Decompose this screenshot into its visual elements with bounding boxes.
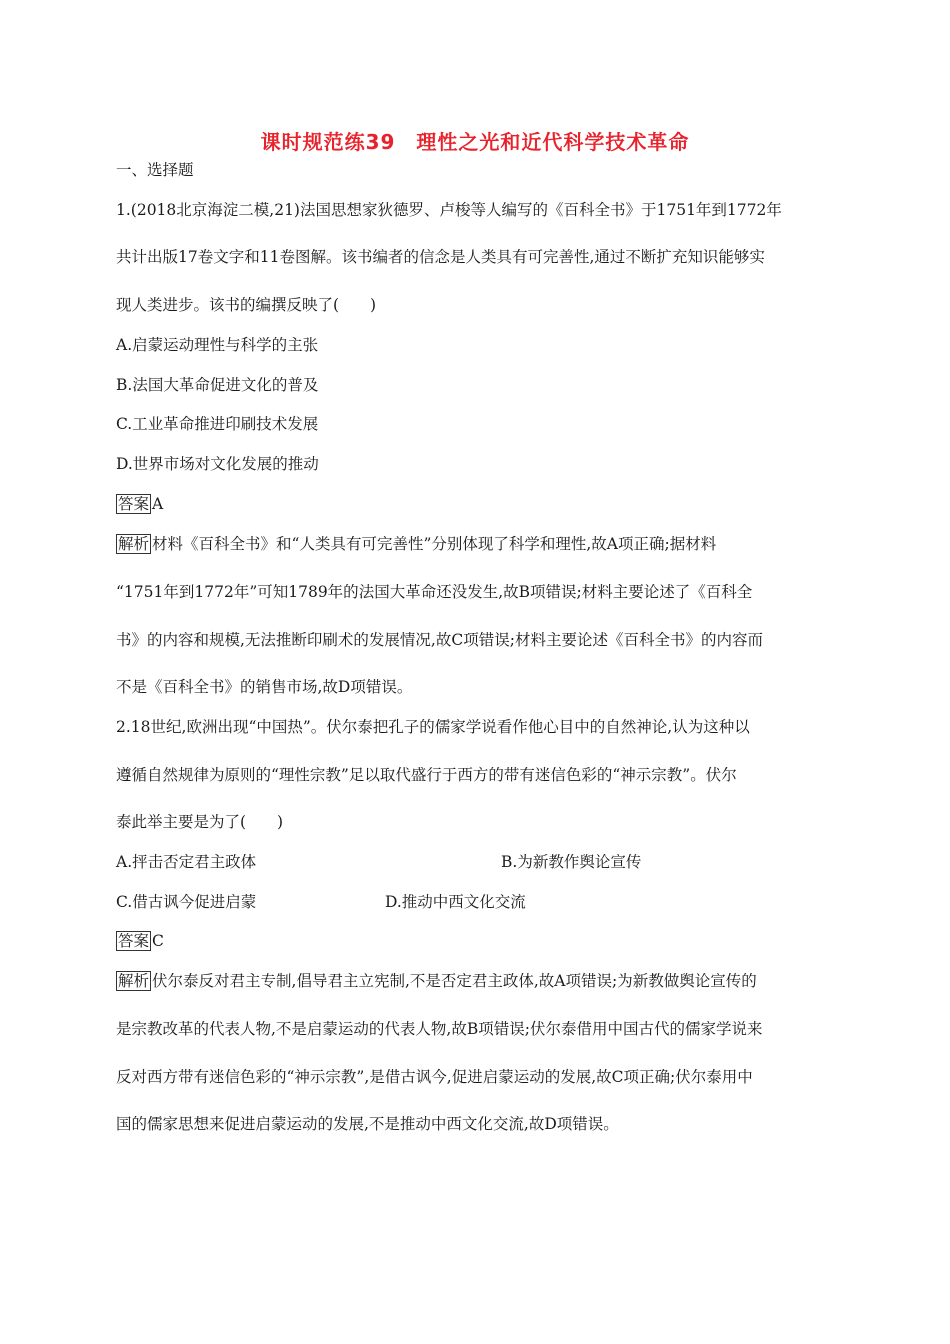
analysis-label-box: 解析 <box>118 535 150 553</box>
q1-analysis-text-1: 材料《百科全书》和“人类具有可完善性”分别体现了科学和理性,故A项正确;据材料 <box>152 535 717 553</box>
q1-option-c: C.工业革命推进印刷技术发展 <box>116 415 319 433</box>
q1-analysis-line-1 <box>116 534 716 554</box>
answer-label-box: 答案 <box>118 932 150 950</box>
q2-analysis-line-2: 是宗教改革的代表人物,不是启蒙运动的代表人物,故B项错误;伏尔泰借用中国古代的儒家学说来 <box>116 1020 763 1038</box>
q2-analysis-line-4: 国的儒家思想来促进启蒙运动的发展,不是推动中西文化交流,故D项错误。 <box>116 1115 619 1133</box>
q1-option-a: A.启蒙运动理性与科学的主张 <box>116 336 319 354</box>
page-title: 课时规范练39 理性之光和近代科学技术革命 <box>260 130 690 154</box>
q1-analysis-line-4: 不是《百科全书》的销售市场,故D项错误。 <box>116 678 413 696</box>
q1-stem-line-2: 共计出版17卷文字和11卷图解。该书编者的信念是人类具有可完善性,通过不断扩充知识能够实 <box>116 248 765 266</box>
q2-options-row-2 <box>116 892 816 912</box>
q1-option-b: B.法国大革命促进文化的普及 <box>116 376 319 394</box>
q1-stem-line-3: 现人类进步。该书的编撰反映了( ) <box>116 296 377 314</box>
q2-stem-line-3: 泰此举主要是为了( ) <box>116 813 284 831</box>
q2-options-row-1 <box>116 852 642 872</box>
q2-analysis-text-1: 伏尔泰反对君主专制,倡导君主立宪制,不是否定君主政体,故A项错误;为新教做舆论宣传的 <box>152 972 757 990</box>
q1-analysis-line-3: 书》的内容和规模,无法推断印刷术的发展情况,故C项错误;材料主要论述《百科全书》的内容而 <box>116 631 763 649</box>
q2-stem-line-2: 遵循自然规律为原则的“理性宗教”足以取代盛行于西方的带有迷信色彩的“神示宗教”。伏尔 <box>116 766 737 784</box>
q2-option-b: B.为新教作舆论宣传 <box>501 853 642 871</box>
q2-answer-value: C <box>152 932 164 950</box>
q2-stem-line-1: 2.18世纪,欧洲出现“中国热”。伏尔泰把孔子的儒家学说看作他心目中的自然神论,认为这种以 <box>116 718 750 736</box>
q2-analysis-line-3: 反对西方带有迷信色彩的“神示宗教”,是借古讽今,促进启蒙运动的发展,故C项正确;伏尔泰用中 <box>116 1068 753 1086</box>
section-heading: 一、选择题 <box>116 161 194 179</box>
q2-option-a: A.抨击否定君主政体 <box>116 853 257 871</box>
analysis-label-box: 解析 <box>118 972 150 990</box>
q2-option-d: D.推动中西文化交流 <box>385 893 526 911</box>
q1-analysis-line-2: “1751年到1772年”可知1789年的法国大革命还没发生,故B项错误;材料主要论述了《百科全 <box>116 583 753 601</box>
answer-label-box: 答案 <box>118 495 150 513</box>
q1-option-d: D.世界市场对文化发展的推动 <box>116 455 319 473</box>
q1-answer-value: A <box>152 495 164 513</box>
q1-answer <box>116 494 163 514</box>
q2-analysis-line-1 <box>116 971 757 991</box>
q1-stem-line-1: 1.(2018北京海淀二模,21)法国思想家狄德罗、卢梭等人编写的《百科全书》于1751年到1772年 <box>116 201 782 219</box>
q2-option-c: C.借古讽今促进启蒙 <box>116 893 257 911</box>
q2-answer <box>116 931 164 951</box>
